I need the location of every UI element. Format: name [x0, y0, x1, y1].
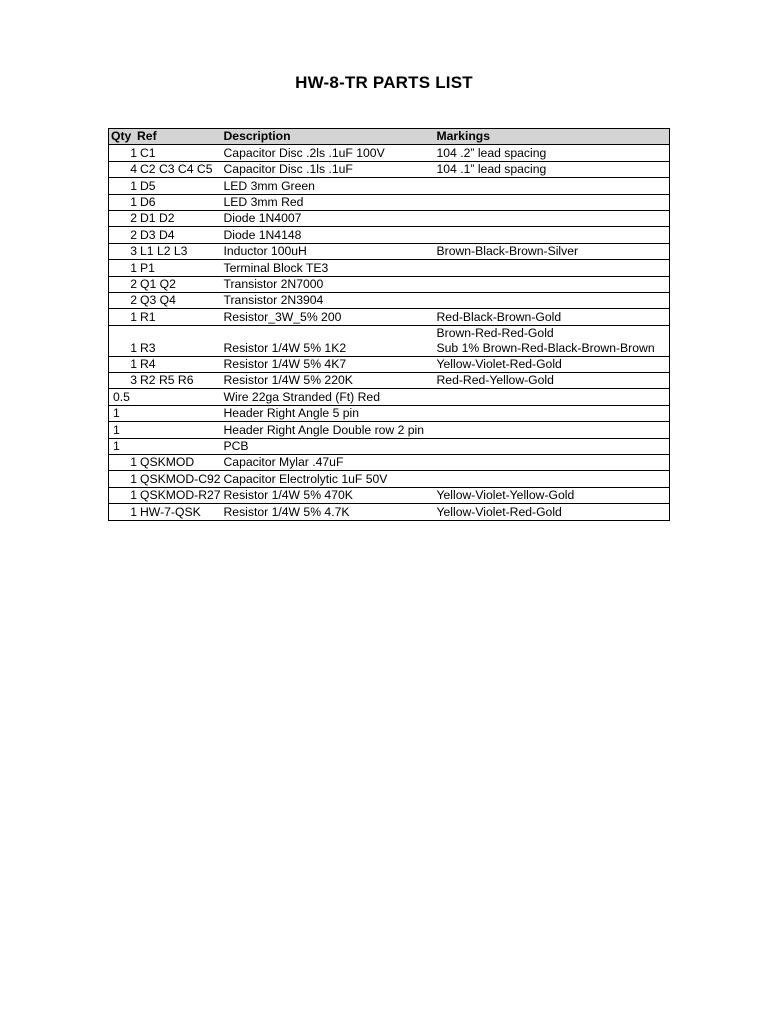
ref-value: D6 [140, 194, 156, 209]
qty-ref-cell [109, 487, 222, 503]
ref-value: Q3 Q4 [140, 293, 176, 308]
description-cell: Diode 1N4007 [222, 210, 435, 226]
markings-cell: Red-Black-Brown-Gold [435, 309, 670, 325]
ref-value: D5 [140, 178, 156, 193]
table-row [109, 178, 670, 194]
markings-cell [435, 422, 670, 438]
description-cell: LED 3mm Green [222, 178, 435, 194]
table-header-row [109, 129, 670, 145]
qty-value: 2 [130, 293, 137, 308]
ref-value: D3 D4 [140, 227, 175, 242]
markings-cell: Brown-Black-Brown-Silver [435, 243, 670, 259]
table-row [109, 373, 670, 389]
description-cell: LED 3mm Red [222, 194, 435, 210]
description-cell: Capacitor Mylar .47uF [222, 455, 435, 471]
markings-cell: Yellow-Violet-Red-Gold [435, 504, 670, 520]
ref-value: QSKMOD-R27 [140, 488, 221, 503]
table-row [109, 276, 670, 292]
header-ref: Ref [137, 129, 157, 144]
description-cell: PCB [222, 438, 435, 454]
markings-cell [435, 194, 670, 210]
markings-cell [435, 438, 670, 454]
ref-value: R1 [140, 309, 156, 324]
markings-line: Brown-Red-Red-Gold [436, 325, 554, 340]
qty-value: 1 [130, 357, 137, 372]
table-row [109, 389, 670, 405]
qty-value: 1 [130, 455, 137, 470]
table-row [109, 438, 670, 454]
markings-cell [435, 471, 670, 487]
description-cell: Header Right Angle Double row 2 pin [222, 422, 435, 438]
qty-ref-cell [109, 438, 222, 454]
table-row [109, 309, 670, 325]
qty-ref-cell [109, 210, 222, 226]
markings-cell [435, 405, 670, 421]
qty-ref-cell [109, 243, 222, 259]
qty-value: 1 [130, 504, 137, 519]
description-cell: Capacitor Electrolytic 1uF 50V [222, 471, 435, 487]
qty-ref-cell [109, 260, 222, 276]
ref-value: R3 [140, 340, 156, 355]
description-cell: Resistor 1/4W 5% 470K [222, 487, 435, 503]
markings-cell: 104 .2” lead spacing [435, 145, 670, 161]
table-row [109, 210, 670, 226]
qty-value: 1 [113, 422, 120, 437]
qty-ref-cell [109, 161, 222, 177]
qty-value: 3 [130, 244, 137, 259]
ref-value: HW-7-QSK [140, 504, 201, 519]
markings-cell: Red-Red-Yellow-Gold [435, 373, 670, 389]
table-row [109, 145, 670, 161]
qty-value: 1 [130, 178, 137, 193]
markings-cell [435, 210, 670, 226]
qty-value: 0.5 [113, 389, 130, 404]
qty-ref-cell [109, 309, 222, 325]
markings-line: Sub 1% Brown-Red-Black-Brown-Brown [436, 340, 655, 355]
table-row [109, 455, 670, 471]
qty-ref-cell [109, 227, 222, 243]
ref-value: C1 [140, 145, 156, 160]
ref-value: P1 [140, 260, 155, 275]
ref-value [133, 390, 136, 404]
table-row [109, 422, 670, 438]
parts-table [108, 128, 670, 521]
qty-ref-cell [109, 194, 222, 210]
table-row [109, 405, 670, 421]
markings-cell [435, 389, 670, 405]
markings-cell: Yellow-Violet-Yellow-Gold [435, 487, 670, 503]
qty-value: 1 [130, 309, 137, 324]
table-row [109, 243, 670, 259]
header-description: Description [222, 129, 435, 145]
table-row [109, 487, 670, 503]
table-row [109, 260, 670, 276]
table-row [109, 161, 670, 177]
description-cell: Capacitor Disc .2ls .1uF 100V [222, 145, 435, 161]
qty-value: 2 [130, 227, 137, 242]
qty-ref-cell [109, 504, 222, 520]
description-cell: Diode 1N4148 [222, 227, 435, 243]
ref-value: R2 R5 R6 [140, 373, 194, 388]
qty-ref-cell [109, 178, 222, 194]
markings-cell: 104 .1” lead spacing [435, 161, 670, 177]
markings-cell [435, 178, 670, 194]
table-row [109, 471, 670, 487]
qty-ref-cell [109, 292, 222, 308]
table-row [109, 292, 670, 308]
markings-cell [435, 227, 670, 243]
ref-value: C2 C3 C4 C5 [140, 162, 213, 177]
markings-cell [435, 455, 670, 471]
description-cell: Wire 22ga Stranded (Ft) Red [222, 389, 435, 405]
ref-value: QSKMOD [140, 455, 195, 470]
qty-value: 1 [113, 406, 120, 421]
qty-value: 1 [130, 488, 137, 503]
header-markings: Markings [435, 129, 670, 145]
ref-value: Q1 Q2 [140, 276, 176, 291]
qty-ref-cell [109, 422, 222, 438]
qty-ref-cell [109, 325, 222, 356]
description-cell: Resistor 1/4W 5% 4K7 [222, 356, 435, 372]
description-cell: Capacitor Disc .1ls .1uF [222, 161, 435, 177]
qty-value: 1 [130, 145, 137, 160]
description-cell: Header Right Angle 5 pin [222, 405, 435, 421]
table-row [109, 504, 670, 520]
header-qty: Qty [111, 129, 132, 144]
qty-value: 2 [130, 211, 137, 226]
ref-value: QSKMOD-C92 [140, 471, 221, 486]
description-cell: Resistor_3W_5% 200 [222, 309, 435, 325]
qty-ref-cell [109, 145, 222, 161]
description-cell: Terminal Block TE3 [222, 260, 435, 276]
ref-value [133, 406, 136, 420]
qty-value: 1 [130, 340, 137, 355]
qty-value: 1 [113, 439, 120, 454]
markings-cell [435, 292, 670, 308]
qty-ref-cell [109, 455, 222, 471]
parts-table-body [109, 145, 670, 520]
qty-ref-cell [109, 471, 222, 487]
header-qty-ref [109, 129, 222, 145]
ref-value: D1 D2 [140, 211, 175, 226]
table-row [109, 356, 670, 372]
qty-ref-cell [109, 373, 222, 389]
ref-value: L1 L2 L3 [140, 244, 188, 259]
markings-cell [435, 325, 670, 356]
description-cell: Transistor 2N7000 [222, 276, 435, 292]
table-row [109, 325, 670, 356]
qty-value: 4 [130, 162, 137, 177]
ref-value: R4 [140, 357, 156, 372]
qty-value: 1 [130, 471, 137, 486]
qty-value: 3 [130, 373, 137, 388]
page-title: HW-8-TR PARTS LIST [295, 73, 473, 92]
description-cell: Inductor 100uH [222, 243, 435, 259]
description-cell: Transistor 2N3904 [222, 292, 435, 308]
description-cell: Resistor 1/4W 5% 1K2 [222, 325, 435, 356]
table-row [109, 227, 670, 243]
qty-ref-cell [109, 389, 222, 405]
table-row [109, 194, 670, 210]
markings-cell: Yellow-Violet-Red-Gold [435, 356, 670, 372]
markings-cell [435, 276, 670, 292]
qty-value: 2 [130, 276, 137, 291]
ref-value [133, 423, 136, 437]
qty-value: 1 [130, 194, 137, 209]
markings-cell [435, 260, 670, 276]
ref-value [133, 439, 136, 453]
description-cell: Resistor 1/4W 5% 220K [222, 373, 435, 389]
qty-ref-cell [109, 276, 222, 292]
qty-value: 1 [130, 260, 137, 275]
description-cell: Resistor 1/4W 5% 4.7K [222, 504, 435, 520]
qty-ref-cell [109, 356, 222, 372]
qty-ref-cell [109, 405, 222, 421]
